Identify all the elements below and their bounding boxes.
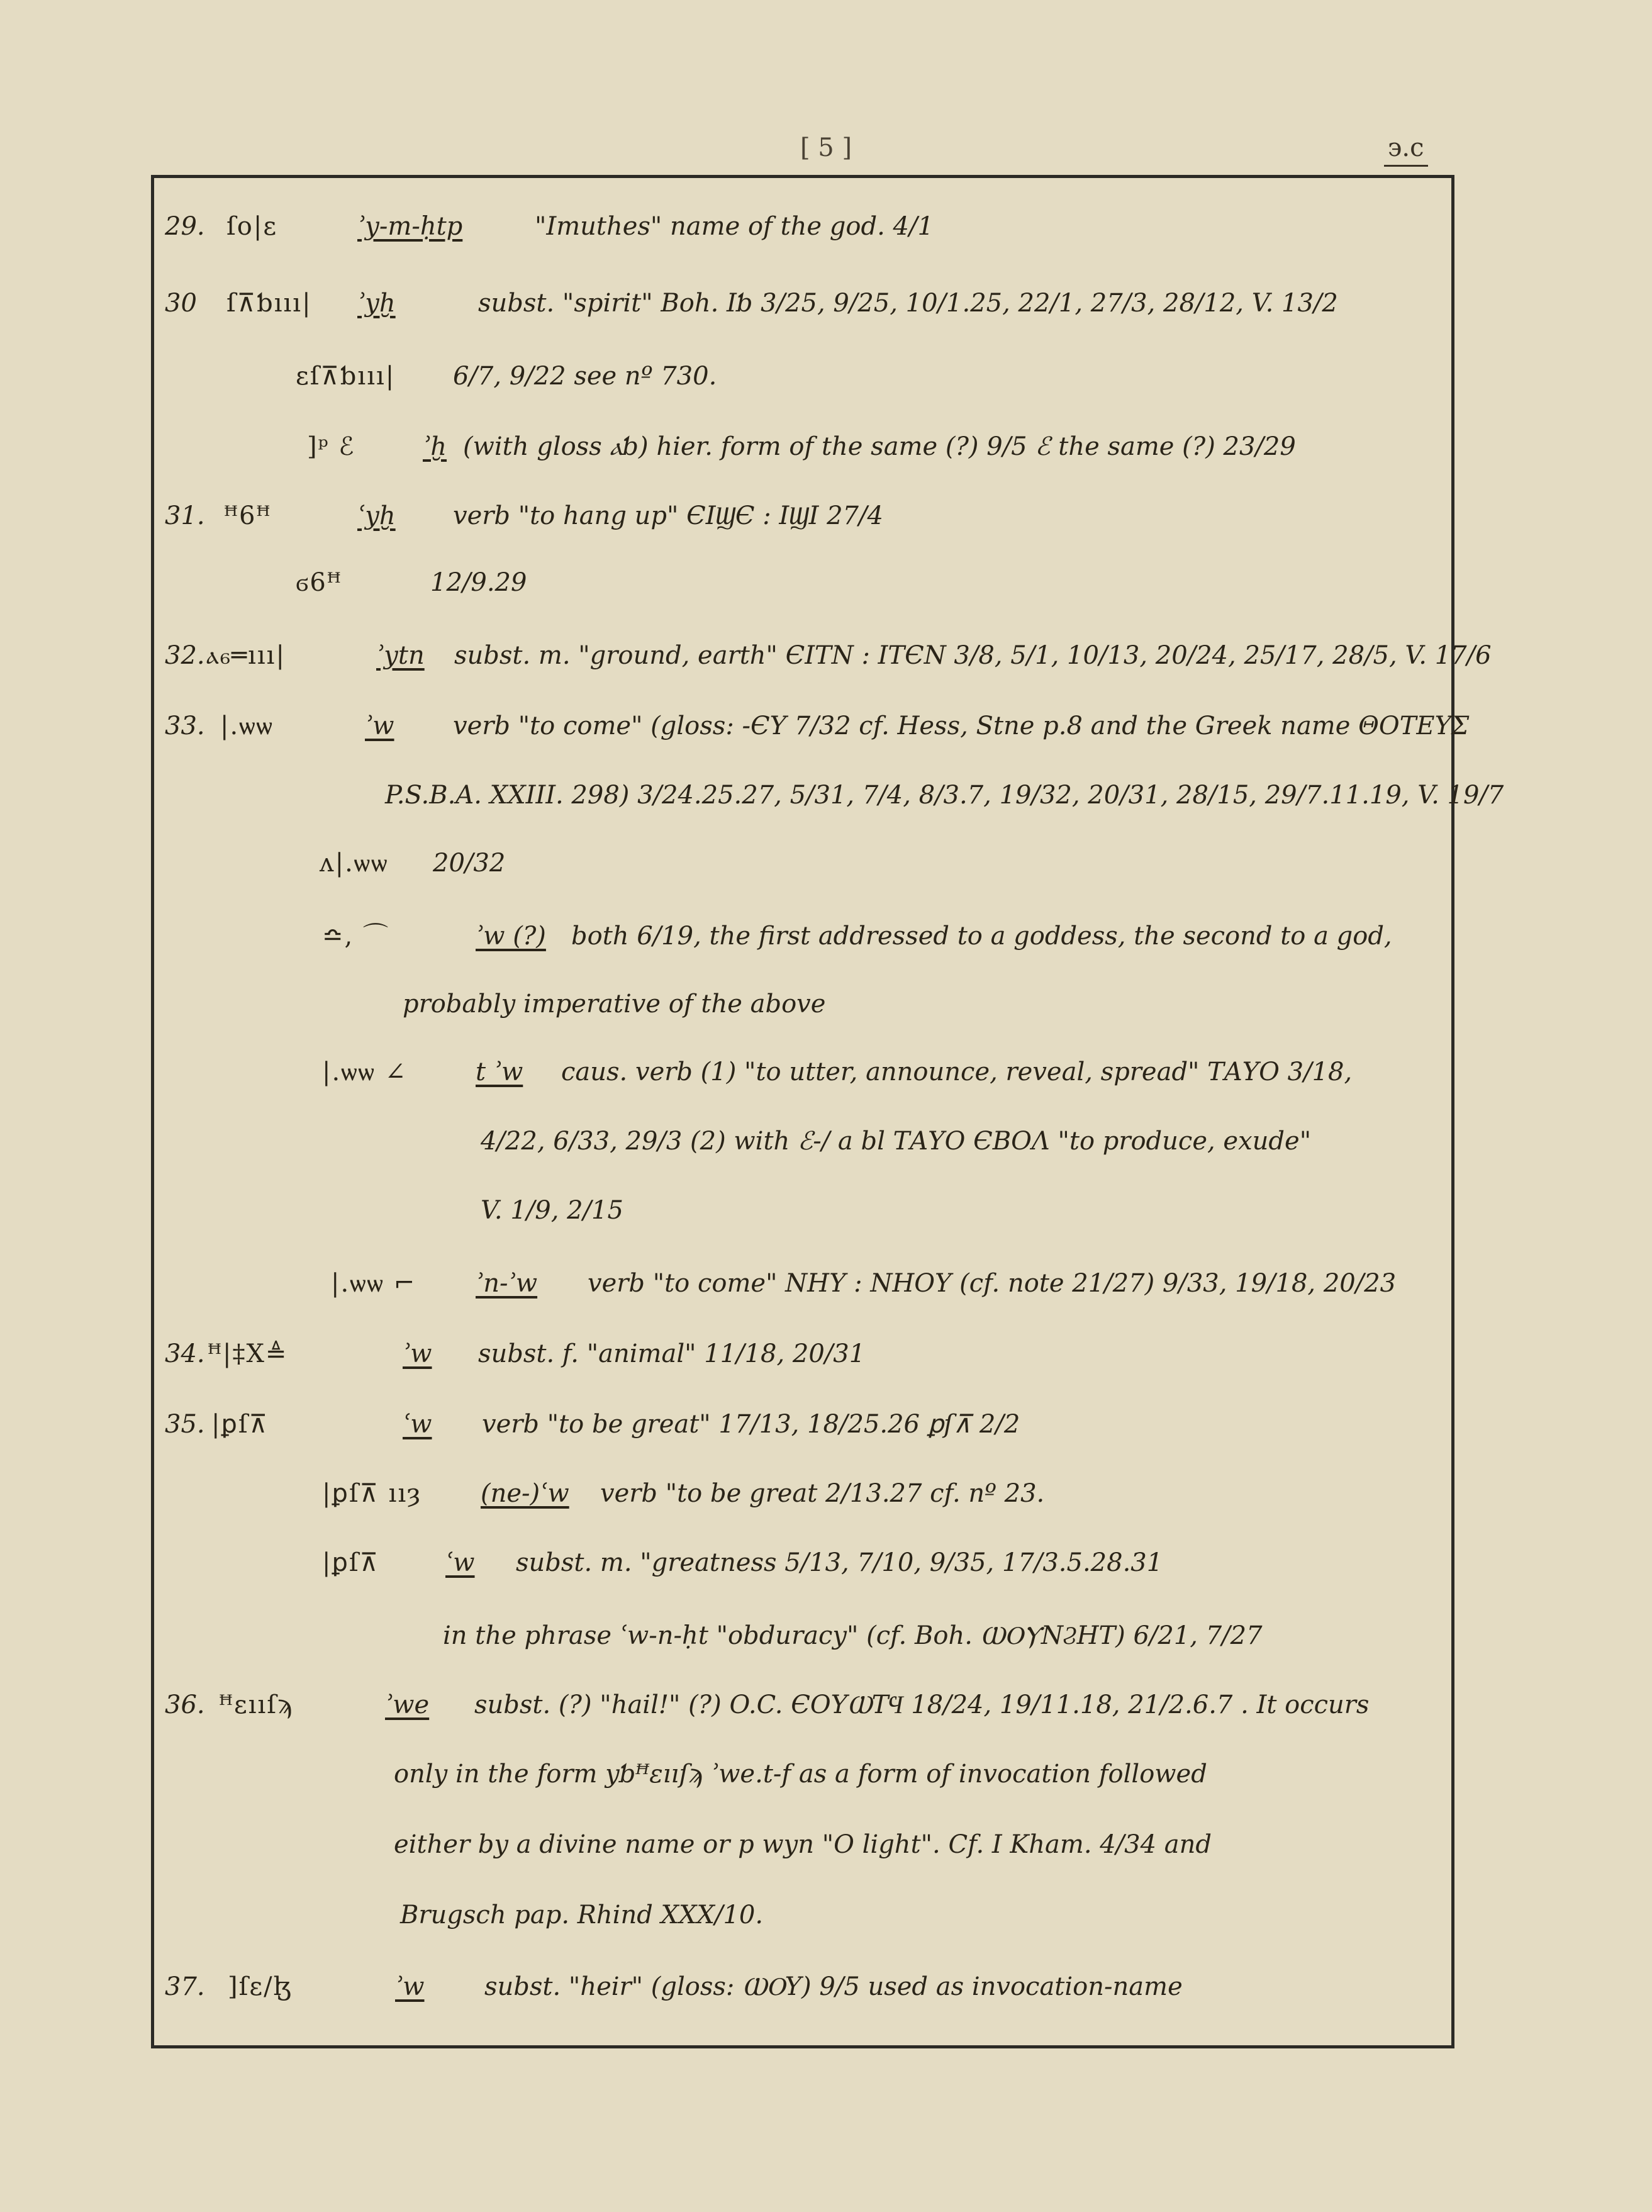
entry-text: both 6/19, the first addressed to a goddess, the second to a god,	[571, 922, 1392, 951]
entry-number: 30	[165, 289, 197, 318]
entry-sign: |.ѡѡ ∠	[322, 1058, 408, 1086]
entry-sign: ⲁ₆═ııı|	[206, 641, 286, 670]
entry-sign: |.ѡѡ	[220, 712, 274, 740]
entry-text: verb "to come" (gloss: -ЄΥ 7/32 cf. Hess, Stne p.8 and the Greek name ΘΟΤΕΥΣ	[453, 712, 1470, 740]
entry-text: in the phrase ʿw-n-ḥt "obduracy" (cf. Boh. ⲰⲞⲨΝϨΗΤ) 6/21, 7/27	[443, 1621, 1263, 1650]
entry-text: verb "to hang up" ЄІϢЄ : ІϢІ 27/4	[453, 501, 883, 530]
entry-sign: ꟸɛııſϡ	[219, 1690, 294, 1719]
entry-text: subst. m. "greatness 5/13, 7/10, 9/35, 17/3.5.28.31	[516, 1548, 1163, 1577]
entry-text: (with gloss ⲁƅ) hier. form of the same (?) 9/5 ℰ the same (?) 23/29	[463, 432, 1296, 461]
entry-translit: ʿw	[403, 1410, 432, 1439]
entry-number: 29.	[165, 212, 205, 241]
entry-number: 34.	[165, 1339, 205, 1368]
entry-text: "Imuthes" name of the god. 4/1	[535, 212, 934, 241]
entry-number: 33.	[165, 712, 205, 740]
entry-text: subst. (?) "hail!" (?) O.C. ЄΟΥⲰΤϤ 18/24, 19/11.18, 21/2.6.7 . It occurs	[474, 1690, 1370, 1719]
entry-text: 12/9.29	[430, 568, 527, 597]
corner-mark: э.с	[1384, 133, 1428, 167]
entry-sign: |ꝑſ⊼ ııȝ	[322, 1479, 422, 1508]
entry-text: 4/22, 6/33, 29/3 (2) with ℰ-/ a bl ΤΑΥΟ ЄΒΟΛ "to produce, exude"	[481, 1127, 1312, 1156]
entry-sign: ϭ6ꟸ	[296, 568, 342, 597]
entry-sign: ſo|ɛ	[226, 212, 278, 241]
entry-text: verb "to be great" 17/13, 18/25.26 ꝑſ⊼ 2/2	[482, 1410, 1020, 1439]
entry-number: 32.	[165, 641, 205, 670]
entry-sign: ɛſ⊼ƅııı|	[296, 362, 396, 391]
entry-number: 37.	[165, 1972, 205, 2001]
entry-text: verb "to come" ΝΗΥ : ΝΗΟΥ (cf. note 21/27) 9/33, 19/18, 20/23	[588, 1269, 1397, 1298]
entry-sign: |.ѡѡ ⌐	[331, 1269, 416, 1298]
entry-sign: |ꝑſ⊼	[322, 1548, 379, 1577]
entry-translit: ʾḫ	[423, 432, 447, 461]
entry-translit: ʾyḫ	[357, 289, 396, 318]
entry-translit: ʾw (?)	[476, 922, 546, 951]
entry-translit: ʾn-ʾw	[476, 1269, 538, 1298]
entry-text: either by a divine name or p wyn "O light". Cf. I Kham. 4/34 and	[394, 1830, 1212, 1859]
entry-sign: ʌ|.ѡѡ	[320, 849, 389, 878]
entry-translit: (ne-)ʿw	[481, 1479, 569, 1508]
entry-sign: ≏, ⌒	[322, 922, 389, 951]
entry-sign: ꟸ|‡X≜	[208, 1339, 288, 1368]
entry-translit: ʾy-m-ḥtp	[357, 212, 463, 241]
entry-sign: ]ᵖ ℰ	[307, 432, 355, 461]
entry-translit: ʾw	[395, 1972, 425, 2001]
entry-text: probably imperative of the above	[403, 990, 826, 1019]
entry-translit: ʾw	[403, 1339, 432, 1368]
entry-translit: ʿyḫ	[357, 501, 396, 530]
entry-text: 6/7, 9/22 see nº 730.	[453, 362, 717, 391]
entry-text: P.S.B.A. XXIII. 298) 3/24.25.27, 5/31, 7/4, 8/3.7, 19/32, 20/31, 28/15, 29/7.11.19, V. 19/7	[385, 781, 1504, 810]
entry-text: subst. "heir" (gloss: ⲰⲞΥ) 9/5 used as invocation-name	[484, 1972, 1183, 2001]
entry-number: 31.	[165, 501, 205, 530]
entry-text: verb "to be great 2/13.27 cf. nº 23.	[600, 1479, 1045, 1508]
entry-translit: ʾytn	[376, 641, 425, 670]
entry-translit: t ʾw	[476, 1058, 523, 1086]
entry-text: subst. m. "ground, earth" ЄІТN : ІТЄN 3/8, 5/1, 10/13, 20/24, 25/17, 28/5, V. 17/6	[454, 641, 1492, 670]
entry-translit: ʾw	[365, 712, 394, 740]
entry-translit: ʿw	[445, 1548, 475, 1577]
entry-text: subst. "spirit" Boh. Iƅ 3/25, 9/25, 10/1.25, 22/1, 27/3, 28/12, V. 13/2	[478, 289, 1338, 318]
entry-number: 35.	[165, 1410, 205, 1439]
entry-sign: ſ⊼ƅııı|	[226, 289, 312, 318]
entry-text: Brugsch pap. Rhind XXX/10.	[400, 1901, 764, 1930]
entry-text: caus. verb (1) "to utter, announce, reveal, spread" ΤΑΥΟ 3/18,	[561, 1058, 1353, 1086]
entry-text: V. 1/9, 2/15	[481, 1196, 623, 1225]
entry-text: 20/32	[433, 849, 506, 878]
entry-text: only in the form yƅꟸɛııſϡ ʾwe.t-f as a form of invocation followed	[394, 1760, 1207, 1789]
entry-sign: |ꝑſ⊼	[211, 1410, 269, 1439]
entry-sign: ꟸ6ꟸ	[224, 501, 272, 530]
entry-translit: ʾwe	[385, 1690, 430, 1719]
entry-sign: ]ſɛ/ɮ	[228, 1972, 293, 2001]
page-number: [ 5 ]	[800, 133, 852, 162]
entry-text: subst. f. "animal" 11/18, 20/31	[478, 1339, 866, 1368]
entry-number: 36.	[165, 1690, 205, 1719]
